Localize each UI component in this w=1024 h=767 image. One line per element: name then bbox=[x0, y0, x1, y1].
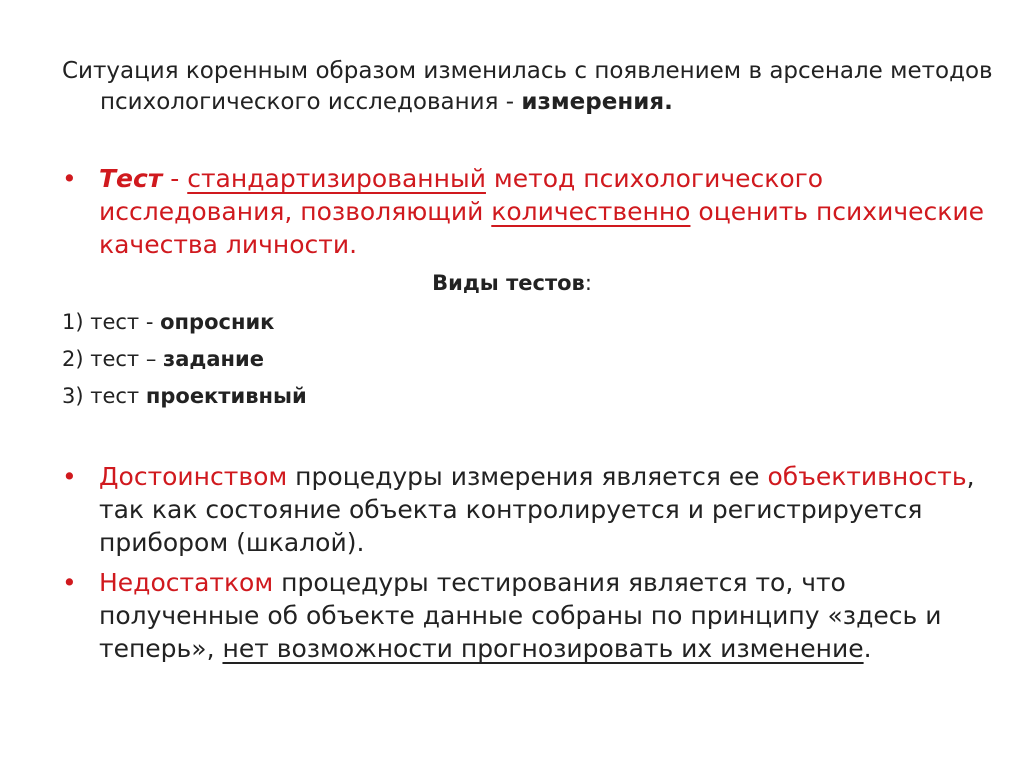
advantage-text bbox=[99, 462, 975, 557]
test-definition-bullet bbox=[62, 162, 992, 261]
test-types-title: Виды тестов bbox=[432, 271, 585, 295]
test-type-item bbox=[62, 381, 307, 411]
advantage-bullet bbox=[62, 460, 992, 559]
drawback-text bbox=[99, 568, 941, 663]
test-types-colon: : bbox=[584, 271, 592, 295]
drawback-term: Недостатком bbox=[99, 568, 274, 597]
test-definition-middle: метод психологического исследования, позволяющий bbox=[99, 164, 824, 226]
test-type-name: задание bbox=[163, 347, 264, 371]
test-type-name: опросник bbox=[160, 310, 275, 334]
advantage-middle: процедуры измерения является ее bbox=[287, 462, 768, 491]
bullet-dot: • bbox=[62, 164, 77, 193]
intro-bold-term: измерения. bbox=[521, 89, 673, 115]
test-type-prefix: 2) тест – bbox=[62, 347, 164, 371]
drawback-middle: процедуры тестирования является то, что полученные об объекте данные собраны по принципу «здесь и теперь», bbox=[99, 568, 942, 663]
test-types-heading bbox=[0, 268, 1024, 298]
quantitatively-underlined: количественно bbox=[491, 197, 691, 226]
drawback-bullet bbox=[62, 566, 992, 665]
test-definition-text bbox=[99, 164, 984, 259]
intro-text: Ситуация коренным образом изменилась с появлением в арсенале методов психологического исследования - bbox=[62, 58, 993, 115]
bullet-dot: • bbox=[62, 462, 77, 491]
objectivity-term: объективность bbox=[767, 462, 967, 491]
test-type-name: проективный bbox=[145, 384, 307, 408]
advantage-rest: , так как состояние объекта контролируется и регистрируется прибором (шкалой). bbox=[99, 462, 975, 557]
bullet-dot: • bbox=[62, 568, 77, 597]
test-term: Тест bbox=[99, 164, 163, 193]
test-separator: - bbox=[162, 164, 188, 193]
test-type-prefix: 1) тест - bbox=[62, 310, 161, 334]
test-definition-end: оценить психические качества личности. bbox=[99, 197, 984, 259]
test-type-item bbox=[62, 307, 274, 337]
standardized-underlined: стандартизированный bbox=[187, 164, 486, 193]
test-type-prefix: 3) тест bbox=[62, 384, 146, 408]
intro-paragraph bbox=[62, 56, 1024, 118]
no-forecast-underlined: нет возможности прогнозировать их изменение bbox=[222, 634, 864, 663]
drawback-end: . bbox=[863, 634, 872, 663]
advantage-term: Достоинством bbox=[99, 462, 288, 491]
test-type-item bbox=[62, 344, 264, 374]
